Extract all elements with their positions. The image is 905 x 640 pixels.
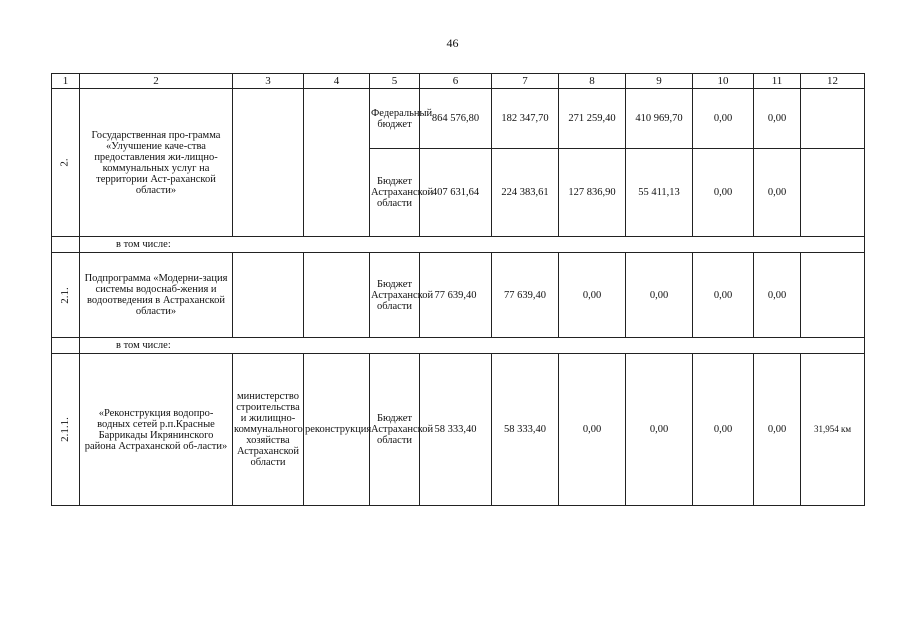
including-label: в том числе: xyxy=(80,237,865,253)
value-cell: 0,00 xyxy=(693,253,754,338)
value-cell: 55 411,13 xyxy=(626,149,693,237)
value-cell: 0,00 xyxy=(559,253,626,338)
header-row xyxy=(52,74,865,89)
value-cell: 77 639,40 xyxy=(420,253,492,338)
budget-table xyxy=(51,73,865,506)
responsible-cell: министерство строительства и жилищно-коммунального хозяйства Астраханской области xyxy=(233,354,304,506)
row-number: 2.1. xyxy=(59,286,71,304)
value-cell: 864 576,80 xyxy=(420,89,492,149)
header-cell: 3 xyxy=(233,74,304,89)
header-cell: 8 xyxy=(559,74,626,89)
funding-source: Федеральный бюджет xyxy=(370,89,420,149)
row-number-cell xyxy=(52,89,80,237)
row-number: 2.1.1. xyxy=(59,417,71,442)
value-cell: 77 639,40 xyxy=(492,253,559,338)
header-cell: 2 xyxy=(80,74,233,89)
table-row xyxy=(52,253,865,338)
measure-type-cell xyxy=(304,253,370,338)
program-name: Государственная про-грамма «Улучшение каче-ства предоставления жи-лищно-коммунальных услуг на территории Аст-раханской области» xyxy=(80,89,233,237)
value-cell: 0,00 xyxy=(559,354,626,506)
value-cell: 0,00 xyxy=(693,354,754,506)
table-row xyxy=(52,89,865,149)
responsible-cell xyxy=(233,89,304,237)
value-cell: 0,00 xyxy=(626,354,693,506)
funding-source: Бюджет Астраханской области xyxy=(370,149,420,237)
empty-cell xyxy=(52,237,80,253)
value-cell: 127 836,90 xyxy=(559,149,626,237)
header-cell: 12 xyxy=(801,74,865,89)
value-cell: 182 347,70 xyxy=(492,89,559,149)
value-cell: 0,00 xyxy=(626,253,693,338)
value-cell: 58 333,40 xyxy=(420,354,492,506)
including-row xyxy=(52,237,865,253)
header-cell: 1 xyxy=(52,74,80,89)
including-label: в том числе: xyxy=(80,338,865,354)
empty-cell xyxy=(52,338,80,354)
value-cell: 0,00 xyxy=(754,149,801,237)
value-cell: 0,00 xyxy=(693,89,754,149)
value-cell: 31,954 км xyxy=(801,354,865,506)
measure-type-cell: реконструкция xyxy=(304,354,370,506)
header-cell: 9 xyxy=(626,74,693,89)
value-cell xyxy=(801,149,865,237)
measure-type-cell xyxy=(304,89,370,237)
header-cell: 4 xyxy=(304,74,370,89)
value-cell: 224 383,61 xyxy=(492,149,559,237)
value-cell: 0,00 xyxy=(754,89,801,149)
row-number: 2. xyxy=(59,158,71,167)
header-cell: 5 xyxy=(370,74,420,89)
table-row xyxy=(52,354,865,506)
value-cell: 0,00 xyxy=(754,354,801,506)
value-cell xyxy=(801,253,865,338)
including-row xyxy=(52,338,865,354)
program-name: Подпрограмма «Модерни-зация системы водоснаб-жения и водоотведения в Астраханской области» xyxy=(80,253,233,338)
page-number: 46 xyxy=(446,36,459,50)
header-cell: 11 xyxy=(754,74,801,89)
header-cell: 6 xyxy=(420,74,492,89)
value-cell xyxy=(801,89,865,149)
funding-source: Бюджет Астраханской области xyxy=(370,253,420,338)
value-cell: 407 631,64 xyxy=(420,149,492,237)
row-number-cell xyxy=(52,253,80,338)
program-name: «Реконструкция водопро-водных сетей р.п.Красные Баррикады Икрянинского района Астраханской об-ласти» xyxy=(80,354,233,506)
value-cell: 410 969,70 xyxy=(626,89,693,149)
responsible-cell xyxy=(233,253,304,338)
value-cell: 58 333,40 xyxy=(492,354,559,506)
value-cell: 0,00 xyxy=(693,149,754,237)
header-cell: 7 xyxy=(492,74,559,89)
row-number-cell xyxy=(52,354,80,506)
value-cell: 0,00 xyxy=(754,253,801,338)
header-cell: 10 xyxy=(693,74,754,89)
value-cell: 271 259,40 xyxy=(559,89,626,149)
funding-source: Бюджет Астраханской области xyxy=(370,354,420,506)
